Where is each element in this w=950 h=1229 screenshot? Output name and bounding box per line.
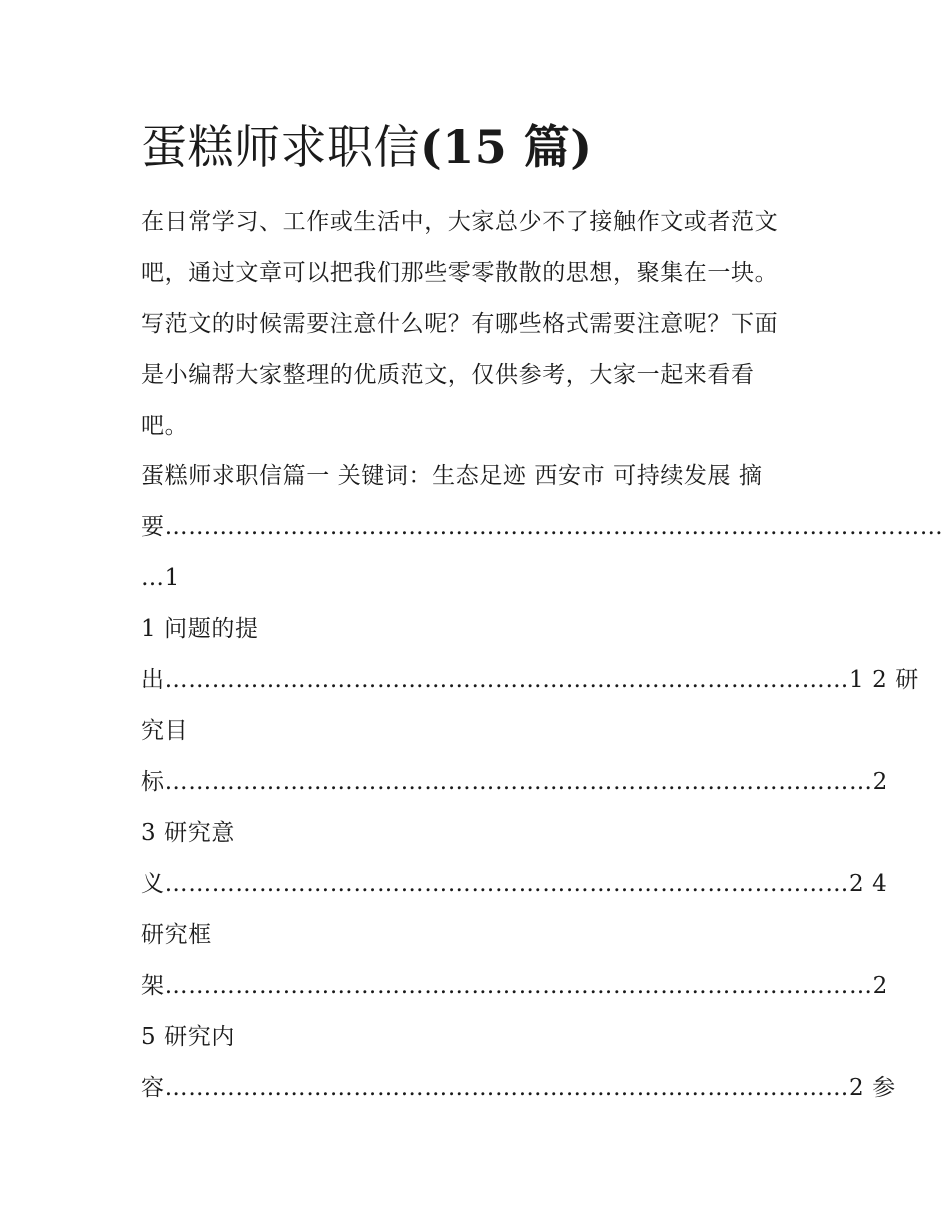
- body-line: 5 研究内: [141, 1024, 235, 1050]
- body-line: 蛋糕师求职信篇一 关键词：生态足迹 西安市 可持续发展 摘: [141, 463, 763, 489]
- title-suffix: (15 篇): [420, 120, 593, 174]
- body-line: 出……………………………………………………………………………1 2 研: [141, 667, 919, 693]
- intro-line: 吧，通过文章可以把我们那些零零散散的思想，聚集在一块。: [141, 260, 779, 286]
- intro-line: 吧。: [141, 413, 189, 439]
- body-line: 3 研究意: [141, 820, 235, 846]
- body-line: 究目: [141, 718, 189, 744]
- body-line: 研究框: [141, 922, 212, 948]
- body-line: 架………………………………………………………………………………2: [141, 973, 888, 999]
- title-main: 蛋糕师求职信: [141, 120, 420, 174]
- body-line: …1: [141, 565, 180, 591]
- intro-line: 写范文的时候需要注意什么呢？有哪些格式需要注意呢？下面: [141, 311, 779, 337]
- body-line: 要………………………………………………………………………………………: [141, 514, 944, 540]
- body-line: 容……………………………………………………………………………2 参: [141, 1075, 896, 1101]
- body-line: 义……………………………………………………………………………2 4: [141, 871, 888, 897]
- document-title: [141, 112, 593, 182]
- body-line: 1 问题的提: [141, 616, 259, 642]
- intro-line: 是小编帮大家整理的优质范文，仅供参考，大家一起来看看: [141, 362, 755, 388]
- body-line: 标………………………………………………………………………………2: [141, 769, 888, 795]
- intro-line: 在日常学习、工作或生活中，大家总少不了接触作文或者范文: [141, 209, 779, 235]
